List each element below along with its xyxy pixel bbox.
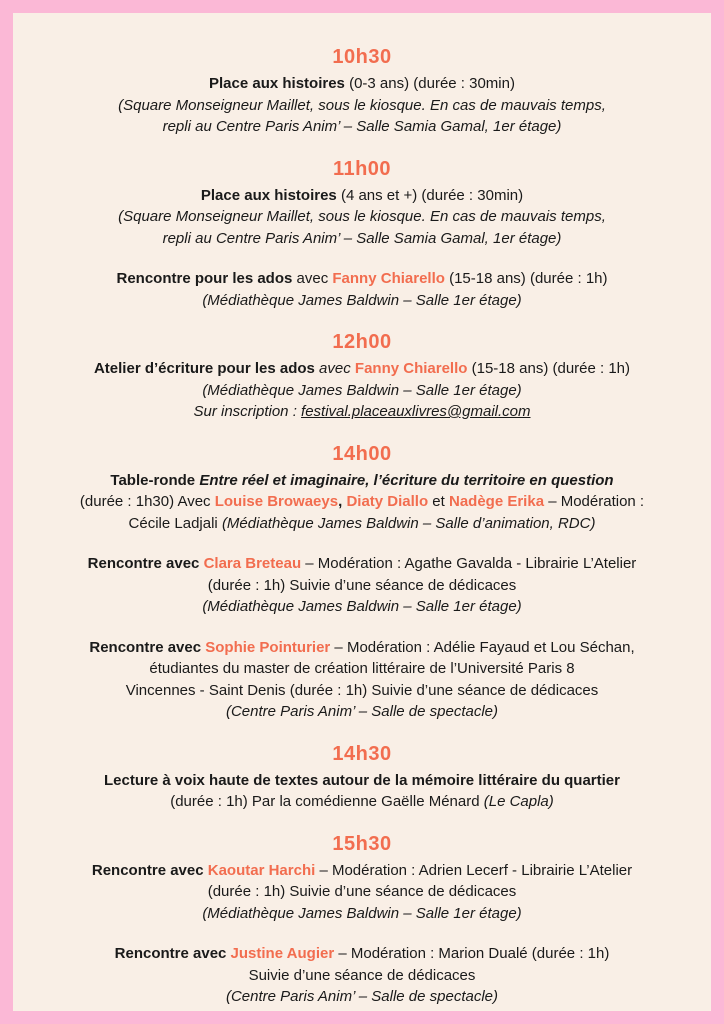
event-location: (Centre Paris Anim’ – Salle de spectacle) [225, 988, 499, 1005]
guest-name: Fanny Chiarello [354, 360, 468, 377]
event-title: Table-ronde [110, 471, 200, 489]
registration-label: Sur inscription : [193, 403, 302, 420]
event-rencontre-kaoutar-harchi [13, 860, 711, 925]
event-title-line [13, 73, 711, 95]
event-title: Place aux histoires [209, 75, 345, 92]
event-moderation: – Modération : Marion Dualé (durée : 1h) [334, 945, 610, 962]
time-heading-1030: 10h30 [332, 46, 392, 68]
registration-email-link[interactable]: festival.placeauxlivres@gmail.com [301, 403, 531, 420]
event-moderation: – Modération : Adrien Lecerf - Librairie L’Atelier [315, 861, 633, 879]
event-info: (0-3 ans) (durée : 30min) [344, 75, 515, 92]
time-heading-1200: 12h00 [332, 331, 392, 353]
guest-name: Fanny Chiarello [332, 270, 445, 287]
event-title: Rencontre avec [114, 945, 231, 962]
event-location: (Square Monseigneur Maillet, sous le kiosque. En cas de mauvais temps, [118, 96, 606, 114]
event-lecture-voix-haute [13, 770, 711, 813]
time-heading-1530: 15h30 [332, 832, 392, 855]
event-title: Lecture à voix haute de textes autour de la mémoire littéraire du quartier [104, 771, 620, 789]
event-info: Suivie d’une séance de dédicaces [248, 966, 476, 984]
event-atelier-ecriture [13, 358, 711, 423]
time-heading-1430: 14h30 [332, 742, 392, 765]
registration-line [13, 401, 711, 423]
moderator-name: Cécile Ladjali [128, 514, 222, 532]
event-rencontre-clara-breteau [13, 553, 711, 618]
event-rencontre-ados [13, 268, 711, 311]
event-location-fallback: repli au Centre Paris Anim’ – Salle Samia Gamal, 1er étage) [162, 118, 562, 135]
event-rencontre-justine-augier [13, 943, 711, 1008]
event-title: Rencontre avec [91, 861, 208, 879]
event-moderation-detail: étudiantes du master de création littéraire de l’Université Paris 8 [149, 660, 575, 677]
event-title-line [13, 637, 711, 659]
event-title: Rencontre avec [89, 638, 206, 656]
event-info-line [13, 791, 711, 813]
event-title-line [13, 943, 711, 965]
event-moderation: – Modération : Agathe Gavalda - Librairie L’Atelier [301, 555, 637, 572]
guest-name: Louise Browaeys [214, 493, 339, 510]
event-title: Atelier d’écriture pour les ados [93, 360, 315, 377]
event-title-line [13, 860, 711, 882]
event-info: (15-18 ans) (durée : 1h) [444, 270, 608, 287]
event-title-line [13, 185, 711, 207]
event-title-line [13, 553, 711, 575]
event-location: (Médiathèque James Baldwin – Salle 1er étage) [202, 904, 522, 922]
event-title: Rencontre pour les ados [116, 270, 293, 287]
event-location-fallback: repli au Centre Paris Anim’ – Salle Samia Gamal, 1er étage) [162, 229, 562, 247]
moderation-label: – Modération : [544, 493, 645, 510]
guest-name: Nadège Erika [448, 493, 545, 510]
event-title: Rencontre avec [87, 555, 204, 572]
event-info: Vincennes - Saint Denis (durée : 1h) Suivie d’une séance de dédicaces [125, 681, 599, 699]
event-info: (durée : 1h) Par la comédienne Gaëlle Ménard [170, 793, 484, 810]
event-place-aux-histoires-0-3 [13, 73, 711, 138]
guest-name: Kaoutar Harchi [207, 861, 316, 879]
event-info: (durée : 1h) Suivie d’une séance de dédicaces [207, 883, 517, 900]
event-avec: avec [292, 270, 333, 287]
guest-separator: , [338, 493, 347, 510]
event-avec: avec [314, 360, 355, 377]
time-heading-1400: 14h00 [332, 442, 392, 465]
event-guests-line [13, 491, 711, 513]
guest-name: Clara Breteau [203, 555, 302, 572]
event-moderation: – Modération : Adélie Fayaud et Lou Séchan, [330, 638, 635, 656]
event-location: (Médiathèque James Baldwin – Salle 1er étage) [202, 598, 522, 615]
guest-name: Justine Augier [230, 945, 335, 962]
event-info: (durée : 1h30) Avec [79, 493, 215, 510]
guest-separator: et [428, 493, 449, 510]
event-location: (Le Capla) [483, 793, 554, 810]
guest-name: Diaty Diallo [346, 493, 429, 510]
event-info: (4 ans et +) (durée : 30min) [336, 186, 524, 204]
event-title-line [13, 268, 711, 290]
event-table-ronde [13, 470, 711, 535]
event-location: (Médiathèque James Baldwin – Salle 1er étage) [202, 381, 522, 399]
event-location: (Médiathèque James Baldwin – Salle d’animation, RDC) [221, 514, 596, 532]
event-title: Place aux histoires [200, 186, 337, 204]
time-heading-1100: 11h00 [332, 157, 392, 180]
event-info: (durée : 1h) Suivie d’une séance de dédicaces [207, 576, 517, 594]
program-page [13, 13, 711, 1011]
event-info: (15-18 ans) (durée : 1h) [467, 360, 631, 377]
event-title-line [13, 470, 711, 492]
event-location: (Square Monseigneur Maillet, sous le kiosque. En cas de mauvais temps, [118, 208, 606, 225]
event-title-line [13, 358, 711, 380]
event-place-aux-histoires-4plus [13, 185, 711, 250]
event-rencontre-sophie-pointurier [13, 637, 711, 723]
event-theme: Entre réel et imaginaire, l’écriture du territoire en question [199, 471, 614, 489]
guest-name: Sophie Pointurier [205, 638, 331, 656]
event-location: (Médiathèque James Baldwin – Salle 1er étage) [202, 291, 522, 309]
event-moderation-line [13, 513, 711, 535]
event-location: (Centre Paris Anim’ – Salle de spectacle) [225, 703, 499, 720]
